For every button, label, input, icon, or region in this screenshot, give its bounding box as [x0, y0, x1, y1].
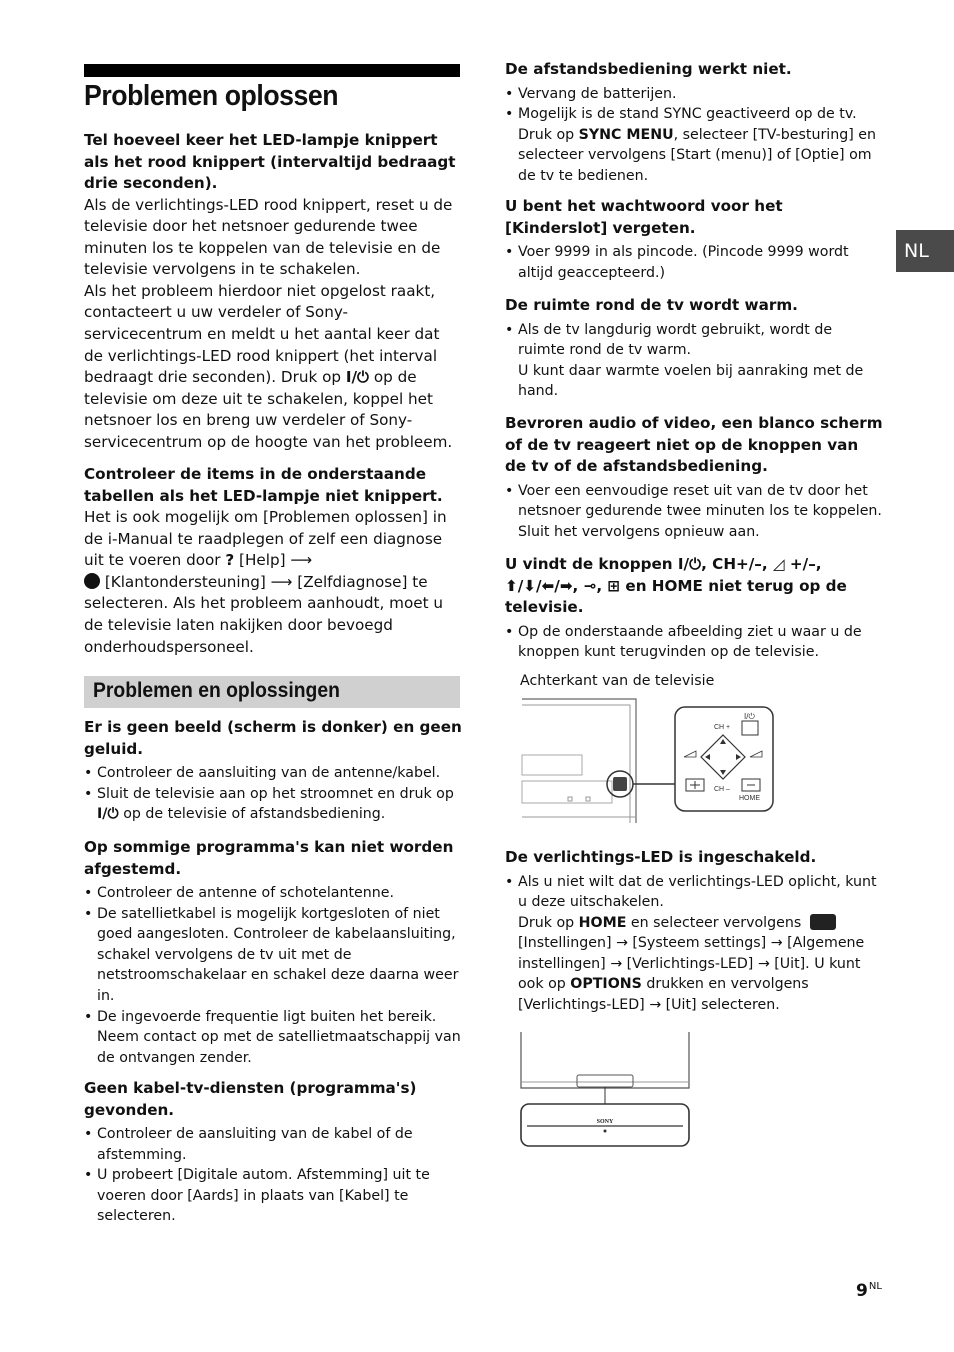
question-heading: De afstandsbediening werkt niet.: [505, 60, 792, 78]
question-heading: U bent het wachtwoord voor het [Kinderslot] vergeten.: [505, 197, 783, 237]
list-item: • Sluit de televisie aan op het stroomnet en druk op I/⏻ op de televisie of afstandsbediening.: [84, 784, 462, 825]
q-no-picture: [84, 717, 462, 825]
ch-plus-label: CH +: [714, 724, 731, 731]
question-heading: Bevroren audio of video, een blanco scherm of de tv reageert niet op de knoppen van de tv of de afstandsbediening.: [505, 414, 883, 475]
list-item: • De ingevoerde frequentie ligt buiten het bereik. Neem contact op met de satellietmaatschappij van de ontvangen zender.: [84, 1007, 462, 1069]
arrow-icon: ⟶: [270, 572, 293, 591]
power-label: I/⏻: [744, 712, 755, 721]
q-buttons: [505, 554, 883, 663]
question-heading: U vindt de knoppen I/⏻, CH+/–, ◿ +/–, ⬆/⬇/⬅/➡, ⊸, ⊞ en HOME niet terug op de televisie.: [505, 555, 847, 616]
sony-logo: SONY: [596, 1119, 614, 1125]
q-frozen: [505, 413, 883, 542]
paragraph: Het is ook mogelijk om [Problemen oplossen] in de i-Manual te raadplegen of zelf een diagnose uit te voeren door ? [Help] ⟶ [Klantondersteuning] ⟶ [Zelfdiagnose] te selecteren. Als het probleem aanhoudt, moet u de televisie laten nakijken door bevoegd onderhoudspersoneel.: [84, 508, 447, 656]
list-item: • Als de tv langdurig wordt gebruikt, wordt de ruimte rond de tv warm. U kunt daar warmte voelen bij aanraking met de hand.: [505, 320, 883, 402]
section-heading: Tel hoeveel keer het LED-lampje knippert als het rood knippert (intervaltijd bedraagt drie seconden).: [84, 131, 456, 192]
question-heading: Op sommige programma's kan niet worden afgestemd.: [84, 838, 454, 878]
toolbox-icon: [810, 914, 836, 930]
title-rule: [84, 64, 460, 77]
tv-back-diagram: [518, 695, 780, 827]
power-key: I/⏻: [345, 368, 370, 387]
home-label: HOME: [739, 795, 760, 802]
list-item: • Als u niet wilt dat de verlichtings-LED oplicht, kunt u deze uitschakelen. Druk op HOME en selecteer vervolgens [Instellingen] → [Systeem settings] → [Algemene instellingen] → [Verlichtings-LED] → [Uit]. U kunt ook op OPTIONS drukken en vervolgens [Verlichtings-LED] → [Uit] selecteren.: [505, 872, 883, 1016]
list-item: • Op de onderstaande afbeelding ziet u waar u de knoppen kunt terugvinden op de televisie.: [505, 622, 883, 663]
paragraph: Als de verlichtings-LED rood knippert, reset u de televisie door het netsnoer gedurende twee minuten los te koppelen van de televisie en de televisie vervolgens in te schakelen.: [84, 195, 453, 279]
language-tab: NL: [896, 230, 954, 272]
list-item: • De satellietkabel is mogelijk kortgesloten of niet goed aangesloten. Controleer de kabelaansluiting, schakel vervolgens de tv uit met de netstroomschakelaar en schakel deze daarna weer in.: [84, 904, 462, 1007]
list-item: • Vervang de batterijen.: [505, 84, 883, 105]
arrow-icon: ⟶: [290, 551, 313, 570]
question-heading: De verlichtings-LED is ingeschakeld.: [505, 848, 817, 866]
section-bar: [84, 676, 460, 708]
led-no-blink-section: [84, 464, 462, 658]
q-no-tuning: [84, 837, 462, 1068]
help-icon: ?: [225, 551, 235, 570]
q-password: [505, 196, 883, 283]
q-no-cable: [84, 1078, 462, 1227]
page-title: Problemen oplossen: [84, 80, 339, 112]
page-number: $9^{NL}$: [856, 1281, 882, 1301]
list-item: • Voer een eenvoudige reset uit van de tv door het netsnoer gedurende twee minuten los te koppelen. Sluit het vervolgens opnieuw aan.: [505, 481, 883, 543]
question-heading: Geen kabel-tv-diensten (programma's) gevonden.: [84, 1079, 417, 1119]
list-item: • Voer 9999 in als pincode. (Pincode 9999 wordt altijd geaccepteerd.): [505, 242, 883, 283]
q-remote: [505, 59, 883, 186]
list-item: • Controleer de aansluiting van de antenne/kabel.: [84, 763, 462, 784]
paragraph: Als het probleem hierdoor niet opgelost raakt, contacteert u uw verdeler of Sony-servicecentrum en meldt u het aantal keer dat de verlichtings-LED rood knippert (het interval bedraagt drie seconden). Druk op I/⏻ op de televisie om deze uit te schakelen, koppel het netsnoer los en breng uw verdeler of Sony-servicecentrum op de hoogte van het probleem.: [84, 281, 453, 452]
question-heading: Er is geen beeld (scherm is donker) en geen geluid.: [84, 718, 462, 758]
led-blink-section: [84, 130, 462, 454]
list-item: • Controleer de antenne of schotelantenne.: [84, 883, 462, 904]
tv-front-diagram: [517, 1030, 693, 1150]
list-item: • Controleer de aansluiting van de kabel of de afstemming.: [84, 1124, 462, 1165]
section-title: Problemen en oplossingen: [93, 679, 340, 702]
list-item: • U probeert [Digitale autom. Afstemming] uit te voeren door [Aards] in plaats van [Kabel] te selecteren.: [84, 1165, 462, 1227]
ch-minus-label: CH –: [714, 786, 730, 793]
section-heading: Controleer de items in de onderstaande tabellen als het LED-lampje niet knippert.: [84, 465, 443, 505]
q-warm: [505, 295, 883, 402]
question-heading: De ruimte rond de tv wordt warm.: [505, 296, 798, 314]
q-led-on: [505, 847, 883, 1016]
support-icon: [84, 573, 100, 589]
list-item: • Mogelijk is de stand SYNC geactiveerd op de tv. Druk op SYNC MENU, selecteer [TV-besturing] en selecteer vervolgens [Start (menu)] of [Optie] om de tv te bedienen.: [505, 104, 883, 186]
figure-caption: Achterkant van de televisie: [520, 673, 715, 689]
